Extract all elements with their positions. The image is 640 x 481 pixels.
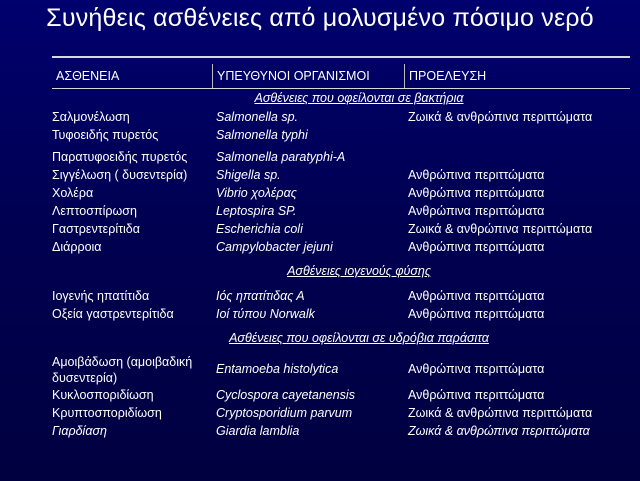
disease-cell: Διάρροια (52, 240, 102, 254)
disease-cell: Χολέρα (52, 186, 94, 200)
disease-cell: Σαλμονέλωση (52, 110, 130, 124)
table-row (52, 148, 630, 166)
table-row (52, 126, 630, 144)
table-row (52, 108, 630, 126)
column-header-origin: ΠΡΟΕΛΕΥΣΗ (404, 64, 630, 88)
origin-cell: Ανθρώπινα περιττώματα (408, 362, 545, 376)
section-title-viral: Ασθένειες ιογενούς φύσης (287, 264, 431, 278)
organism-cell: Salmonella sp. (216, 110, 298, 124)
disease-cell: Παρατυφοειδής πυρετός (52, 150, 188, 164)
origin-cell: Ζωικά & ανθρώπινα περιττώματα (408, 424, 590, 438)
disease-cell: Κυκλοσποριδίωση (52, 388, 154, 402)
table-top-rule (52, 56, 630, 58)
table-row (52, 184, 630, 202)
table-row (52, 404, 630, 422)
table-row (52, 238, 630, 256)
table-row (52, 287, 630, 305)
origin-cell: Ζωικά & ανθρώπινα περιττώματα (408, 222, 593, 236)
column-header-disease: ΑΣΘΕΝΕΙΑ (56, 69, 120, 83)
organism-cell: Ιός ηπατίτιδας Α (216, 289, 305, 303)
table-row (52, 386, 630, 404)
origin-cell: Ανθρώπινα περιττώματα (408, 307, 545, 321)
table-row (52, 220, 630, 238)
origin-cell: Ανθρώπινα περιττώματα (408, 240, 545, 254)
origin-cell: Ανθρώπινα περιττώματα (408, 168, 545, 182)
origin-cell: Ανθρώπινα περιττώματα (408, 388, 545, 402)
table-header (52, 64, 630, 89)
organism-cell: Giardia lamblia (216, 424, 300, 438)
table-row (52, 166, 630, 184)
disease-table (52, 56, 630, 440)
organism-cell: Cyclospora cayetanensis (216, 388, 355, 402)
organism-cell: Escherichia coli (216, 222, 303, 236)
table-row (52, 202, 630, 220)
disease-cell: Αμοιβάδωση (αμοιβαδική δυσεντερία) (52, 355, 193, 385)
disease-cell: Κρυπτοσποριδίωση (52, 406, 162, 420)
organism-cell: Vibrio χολέρας (216, 186, 297, 200)
table-row (52, 352, 630, 386)
organism-cell: Entamoeba histolytica (216, 362, 339, 376)
organism-cell: Campylobacter jejuni (216, 240, 333, 254)
organism-cell: Shigella sp. (216, 168, 281, 182)
origin-cell (404, 126, 630, 144)
disease-cell: Γαστρεντερίτιδα (52, 222, 140, 236)
origin-cell: Ζωικά & ανθρώπινα περιττώματα (408, 110, 593, 124)
section-title-bacteria: Ασθένειες που οφείλονται σε βακτήρια (254, 91, 464, 105)
organism-cell: Salmonella typhi (216, 128, 308, 142)
origin-cell (404, 148, 630, 166)
origin-cell: Ανθρώπινα περιττώματα (408, 289, 545, 303)
origin-cell: Ανθρώπινα περιττώματα (408, 204, 545, 218)
column-header-organisms: ΥΠΕΥΘΥΝΟΙ ΟΡΓΑΝΙΣΜΟΙ (212, 64, 404, 88)
disease-cell: Ιογενής ηπατίτιδα (52, 289, 150, 303)
slide-title: Συνήθεις ασθένειες από μολυσμένο πόσιμο νερό (46, 4, 594, 32)
organism-cell: Salmonella paratyphi-A (216, 150, 346, 164)
table-row (52, 305, 630, 323)
table-row (52, 422, 630, 440)
disease-cell: Τυφοειδής πυρετός (52, 128, 159, 142)
organism-cell: Leptospira SP. (216, 204, 297, 218)
disease-cell: Σιγγέλωση ( δυσεντερία) (52, 168, 188, 182)
disease-cell: Γιαρδίαση (52, 424, 107, 438)
organism-cell: Ιοί τύπου Norwalk (216, 307, 315, 321)
disease-cell: Λεπτοσπίρωση (52, 204, 137, 218)
origin-cell: Ζωικά & ανθρώπινα περιττώματα (408, 406, 593, 420)
origin-cell: Ανθρώπινα περιττώματα (408, 186, 545, 200)
section-title-parasites: Ασθένειες που οφείλονται σε υδρόβια παράσιτα (229, 331, 489, 345)
disease-cell: Οξεία γαστρεντερίτιδα (52, 307, 174, 321)
organism-cell: Cryptosporidium parvum (216, 406, 353, 420)
